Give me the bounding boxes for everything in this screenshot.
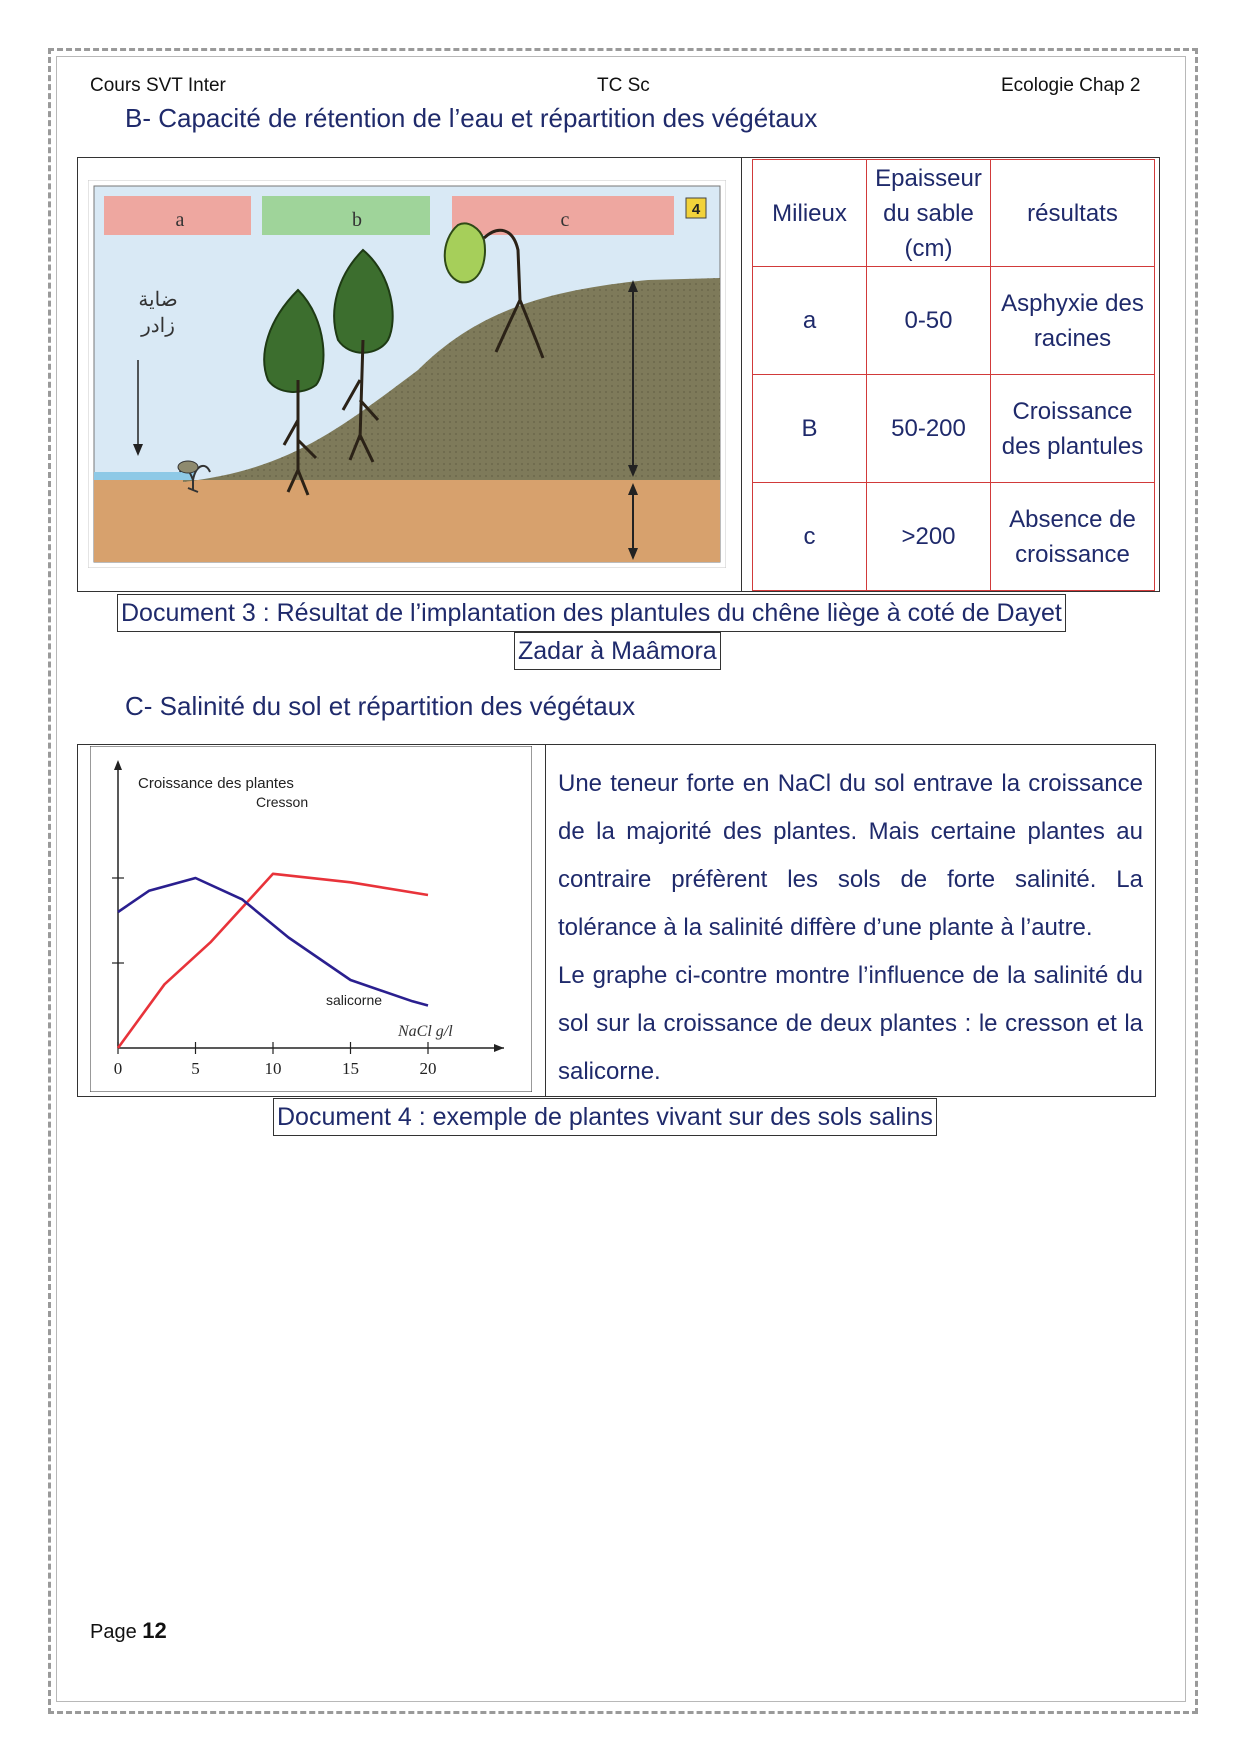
series-label-cresson: Cresson [256,794,309,810]
table-row [753,267,1155,375]
page-label: Page [90,1621,137,1643]
x-tick-label: 5 [191,1059,200,1078]
paragraph-2: Le graphe ci-contre montre l’influence de la salinité du sol sur la croissance de deux plantes : le cresson et la salicorne. [558,962,1143,1085]
header-center: TC Sc [597,75,650,96]
table-cell: Asphyxie des racines [991,267,1155,375]
arabic-label-line1: ضاية [138,289,178,311]
table-cell: Absence de croissance [991,483,1155,591]
y-axis-label: Croissance des plantes [138,775,294,792]
table-header-cell: résultats [991,160,1155,267]
page-footer [90,1618,167,1644]
section-b-title: B- Capacité de rétention de l’eau et répartition des végétaux [125,103,818,133]
seedling-wilted-c [445,223,485,282]
document-3-caption-line1: Document 3 : Résultat de l’implantation des plantules du chêne liège à coté de Dayet [117,594,1066,632]
table-row [753,483,1155,591]
header-right: Ecologie Chap 2 [1001,75,1141,96]
table-cell: a [753,267,867,375]
table-header-cell: Milieux [753,160,867,267]
section-c-title: C- Salinité du sol et répartition des végétaux [125,691,636,721]
chart-frame [90,746,532,1092]
zone-label-b: b [352,209,362,231]
table-cell: 50-200 [867,375,991,483]
document-4-text [558,760,1143,1096]
table-cell: >200 [867,483,991,591]
table-cell: B [753,375,867,483]
paragraph-1: Une teneur forte en NaCl du sol entrave la croissance de la majorité des plantes. Mais certaine plantes au contraire préfèrent les sols de forte salinité. La tolérance à la salinité diffère d’une plante à l’autre. [558,770,1143,941]
arabic-label-line2: زادر [141,315,175,337]
zone-label-a: a [175,209,185,231]
salinity-growth-chart [90,746,532,1092]
series-label-salicorne: salicorne [326,992,383,1008]
zone-bar-b [262,196,430,235]
document-4-caption: Document 4 : exemple de plantes vivant sur des sols salins [273,1098,937,1136]
figure-number: 4 [691,201,701,218]
table-cell: 0-50 [867,267,991,375]
zone-label-c: c [560,209,570,231]
header-left: Cours SVT Inter [90,75,226,96]
results-table [752,159,1155,591]
x-tick-label: 15 [342,1059,359,1078]
lower-soil-layer [94,480,720,562]
document-3-caption-line2: Zadar à Maâmora [514,632,721,670]
soil-profile-figure [88,180,726,568]
table-header-cell: Epaisseur du sable (cm) [867,160,991,267]
table-header-row [753,160,1155,267]
x-axis-label: NaCl g/l [398,1023,453,1040]
table-row [753,375,1155,483]
table-cell: c [753,483,867,591]
x-tick-label: 0 [113,1059,123,1078]
x-tick-label: 10 [264,1059,282,1078]
table-cell: Croissance des plantules [991,375,1155,483]
x-tick-label: 20 [419,1059,437,1078]
page-number: 12 [142,1618,167,1643]
